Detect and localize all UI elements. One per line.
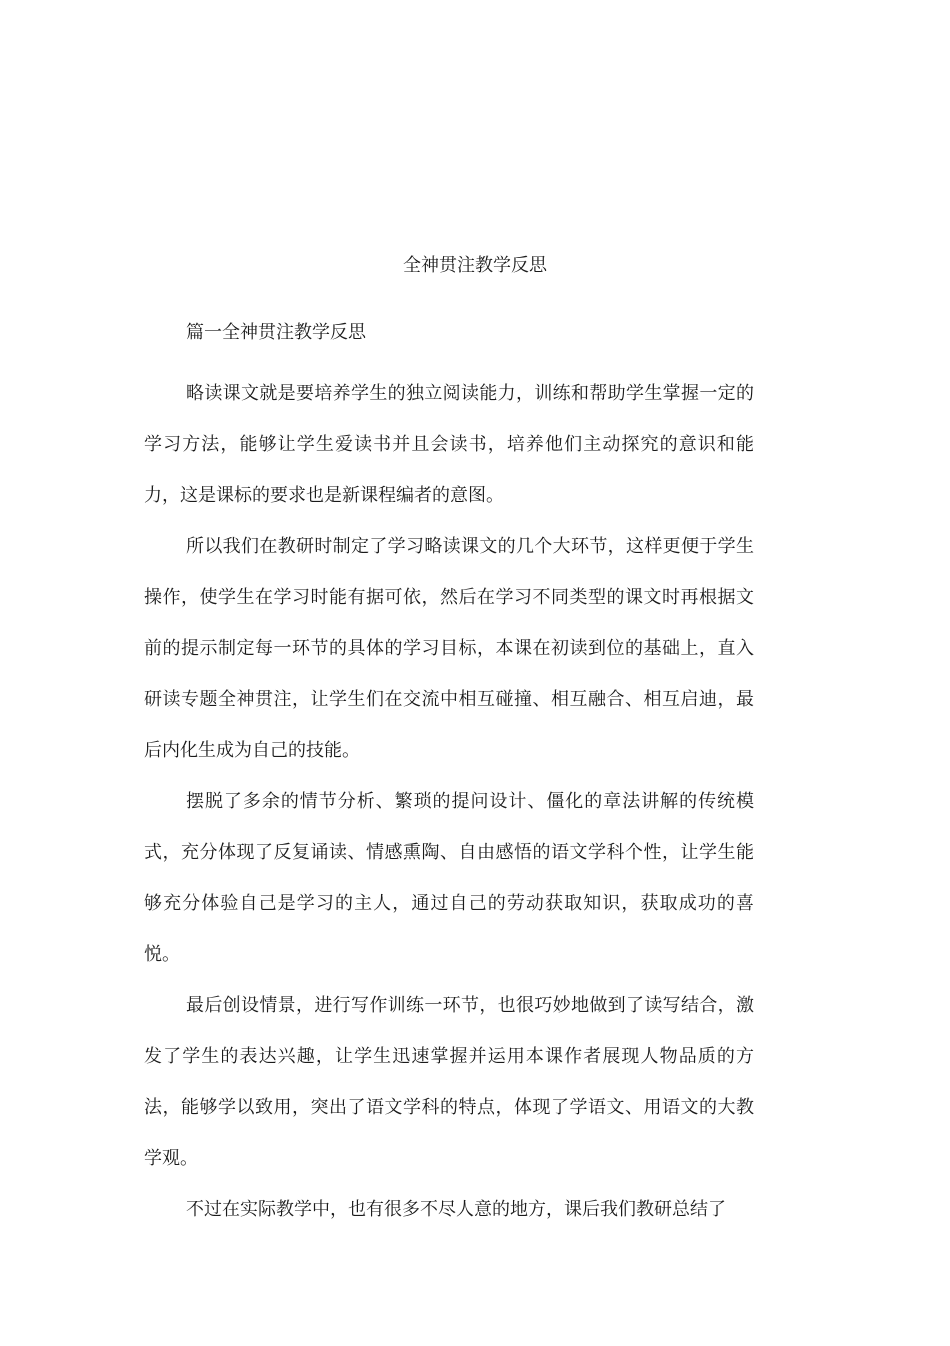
paragraph-1: 略读课文就是要培养学生的独立阅读能力，训练和帮助学生掌握一定的学习方法，能够让学生爱读书并且会读书，培养他们主动探究的意识和能力，这是课标的要求也是新课程编者的意图。 xyxy=(144,383,754,506)
paragraph-2: 所以我们在教研时制定了学习略读课文的几个大环节，这样更便于学生操作，使学生在学习时能有据可依，然后在学习不同类型的课文时再根据文前的提示制定每一环节的具体的学习目标，本课在初读到位的基础上，直入研读专题全神贯注，让学生们在交流中相互碰撞、相互融合、相互启迪，最后内化生成为自己的技能。 xyxy=(144,536,754,761)
body-text xyxy=(144,368,754,1235)
paragraph-5: 不过在实际教学中，也有很多不尽人意的地方，课后我们教研总结了 xyxy=(186,1199,726,1220)
section-title: 篇一全神贯注教学反思 xyxy=(186,322,366,343)
paragraph-4: 最后创设情景，进行写作训练一环节，也很巧妙地做到了读写结合，激发了学生的表达兴趣，让学生迅速掌握并运用本课作者展现人物品质的方法，能够学以致用，突出了语文学科的特点，体现了学语文、用语文的大教学观。 xyxy=(144,995,754,1169)
page-title: 全神贯注教学反思 xyxy=(403,255,547,276)
paragraph-3: 摆脱了多余的情节分析、繁琐的提问设计、僵化的章法讲解的传统模式，充分体现了反复诵读、情感熏陶、自由感悟的语文学科个性，让学生能够充分体验自己是学习的主人，通过自己的劳动获取知识，获取成功的喜悦。 xyxy=(144,791,754,965)
